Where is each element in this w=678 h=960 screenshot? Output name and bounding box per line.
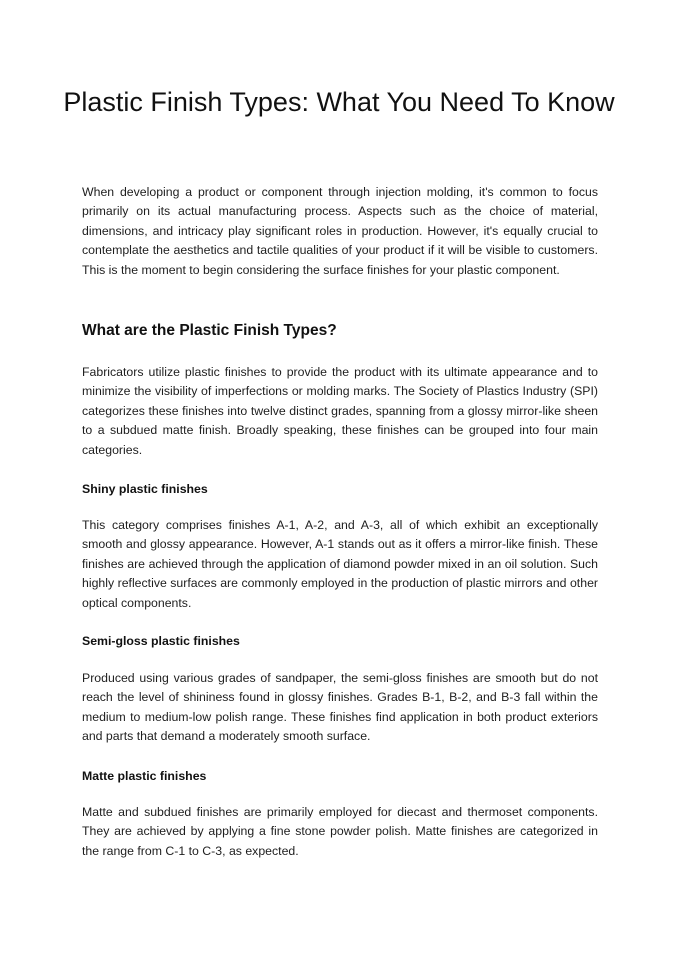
section-body-plastic-finish-types: Fabricators utilize plastic finishes to provide the product with its ultimate appearance and to minimize the visibility of imperfections or molding marks. The Society of Plastics Industry (SPI) categorizes these finishes into twelve distinct grades, spanning from a glossy mirror-like sheen to a subdued matte finish. Broadly speaking, these finishes can be grouped into four main categories. <box>82 365 598 457</box>
subsection-body-shiny: This category comprises finishes A-1, A-2, and A-3, all of which exhibit an exceptionally smooth and glossy appearance. However, A-1 stands out as it offers a mirror-like finish. These finishes are achieved through the application of diamond powder mixed in an oil solution. Such highly reflective surfaces are commonly employed in the production of plastic mirrors and other optical components. <box>82 518 598 610</box>
page-title: Plastic Finish Types: What You Need To Know <box>63 87 615 117</box>
subsection-heading-shiny: Shiny plastic finishes <box>82 482 208 496</box>
subsection-heading-semi-gloss: Semi-gloss plastic finishes <box>82 634 240 648</box>
intro-paragraph: When developing a product or component through injection molding, it's common to focus primarily on its actual manufacturing process. Aspects such as the choice of material, dimensions, and intricacy play significant roles in production. However, it's equally crucial to contemplate the aesthetics and tactile qualities of your product if it will be visible to customers. This is the moment to begin considering the surface finishes for your plastic component. <box>82 185 598 277</box>
subsection-body-semi-gloss: Produced using various grades of sandpaper, the semi-gloss finishes are smooth but do not reach the level of shininess found in glossy finishes. Grades B-1, B-2, and B-3 fall within the medium to medium-low polish range. These finishes find application in both product exteriors and parts that demand a moderately smooth surface. <box>82 671 598 744</box>
subsection-heading-matte: Matte plastic finishes <box>82 769 207 783</box>
subsection-body-matte: Matte and subdued finishes are primarily employed for diecast and thermoset components. They are achieved by applying a fine stone powder polish. Matte finishes are categorized in the range from C-1 to C-3, as expected. <box>82 805 598 858</box>
section-heading-plastic-finish-types: What are the Plastic Finish Types? <box>82 322 337 339</box>
